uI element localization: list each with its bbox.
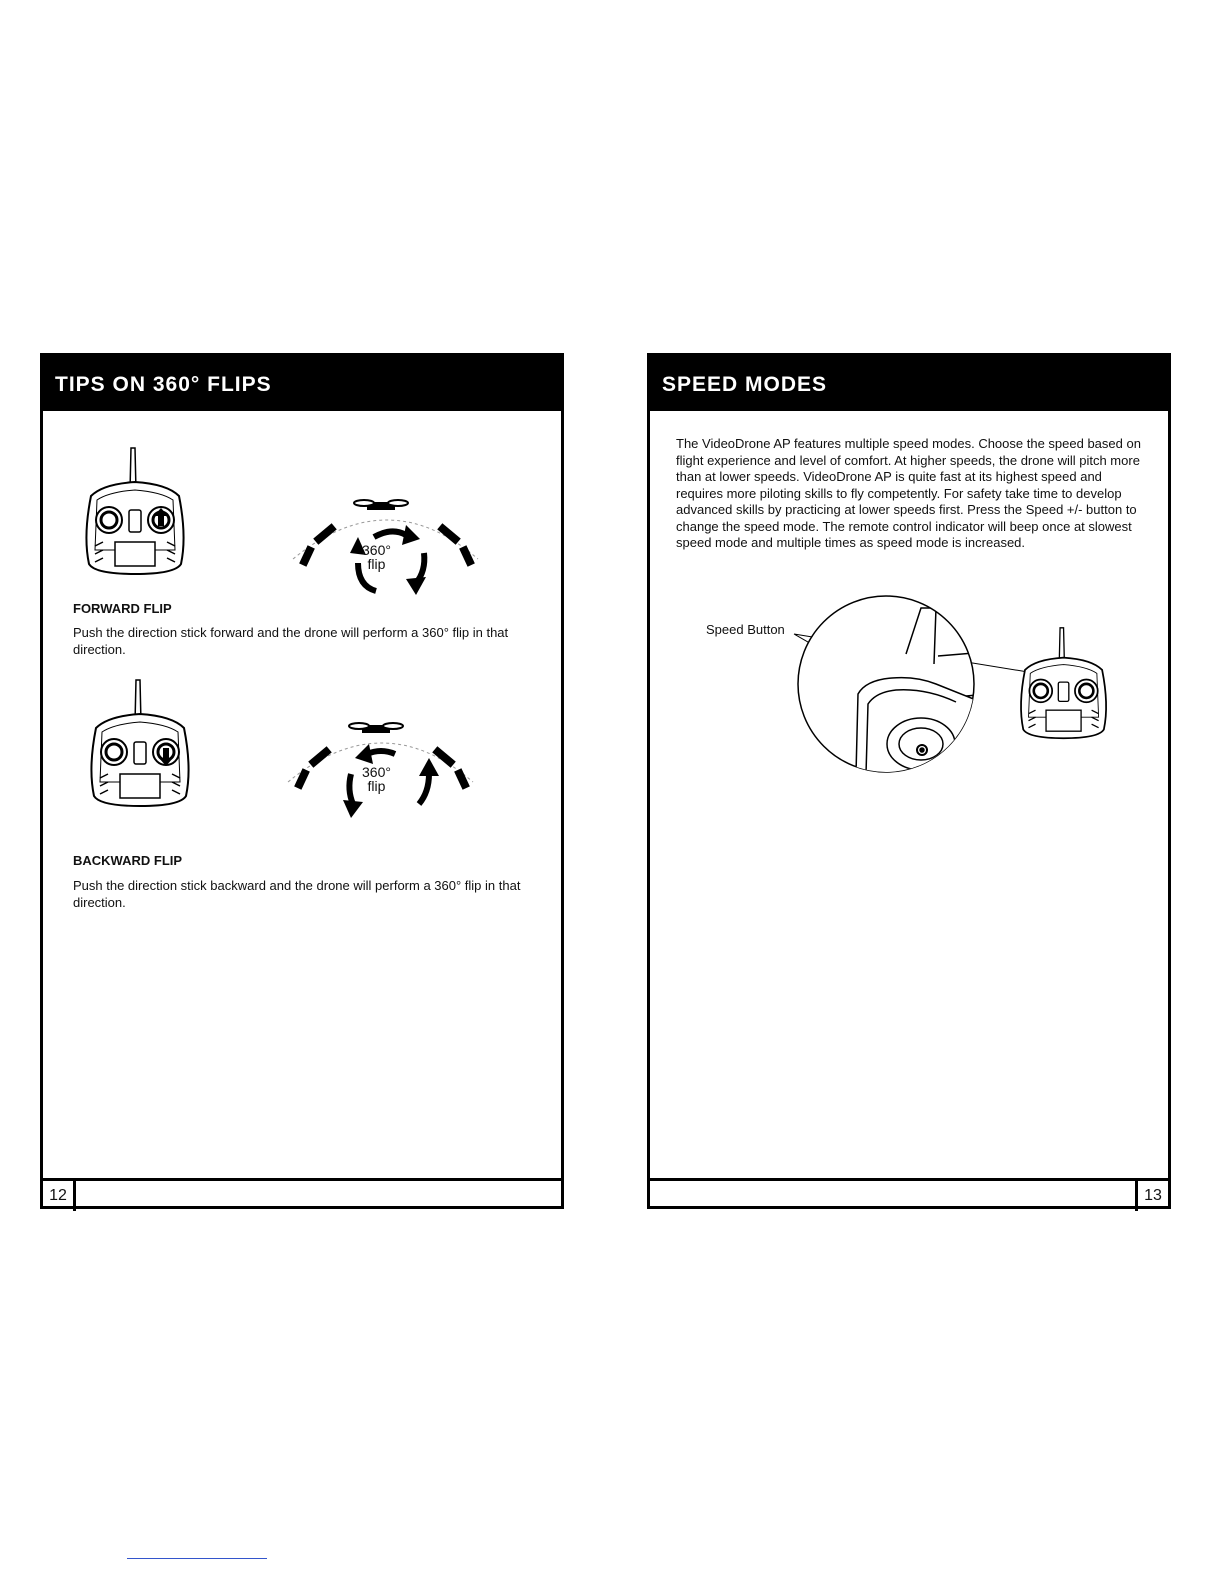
left-page xyxy=(40,353,564,1209)
bottom-rule xyxy=(127,1558,267,1559)
flip-label: 360° flip xyxy=(362,542,391,572)
page-number: 12 xyxy=(43,1181,76,1211)
remote-controller-illustration xyxy=(1018,626,1110,740)
forward-flip-heading: FORWARD FLIP xyxy=(73,601,172,616)
backward-flip-heading: BACKWARD FLIP xyxy=(73,853,183,868)
flip-label-backward: 360° flip xyxy=(362,764,391,794)
page-title: TIPS ON 360° FLIPS xyxy=(55,373,272,396)
right-page xyxy=(647,353,1171,1209)
backward-flip-text: Push the direction stick backward and the drone will perform a 360° flip in that direction. xyxy=(73,878,521,910)
forward-flip-arc-illustration xyxy=(288,491,488,591)
footer-divider xyxy=(43,1178,561,1181)
remote-controller-forward-illustration xyxy=(83,446,188,576)
footer-divider xyxy=(650,1178,1168,1181)
page-number: 13 xyxy=(1135,1181,1168,1211)
speed-button-zoom-illustration xyxy=(796,594,976,774)
forward-flip-text: Push the direction stick forward and the drone will perform a 360° flip in that direction. xyxy=(73,625,509,657)
page-title: SPEED MODES xyxy=(662,373,828,396)
remote-controller-backward-illustration xyxy=(88,678,193,808)
callout-lines xyxy=(650,356,1174,1212)
page-header xyxy=(43,356,561,411)
speed-button-callout-label: Speed Button xyxy=(706,622,785,637)
speed-modes-intro: The VideoDrone AP features multiple speed modes. Choose the speed based on flight experience and level of comfort. At higher speeds, the drone will pitch more than at lower speeds. VideoDrone AP is quite fast at its highest speed and requires more piloting skills to fly competently. For safety take time to develop advanced skills by practicing at lower speeds first. Press the Speed +/- button to change the speed mode. The remote control indicator will beep once at slowest speed mode and multiple times as speed mode is increased. xyxy=(676,436,1141,550)
